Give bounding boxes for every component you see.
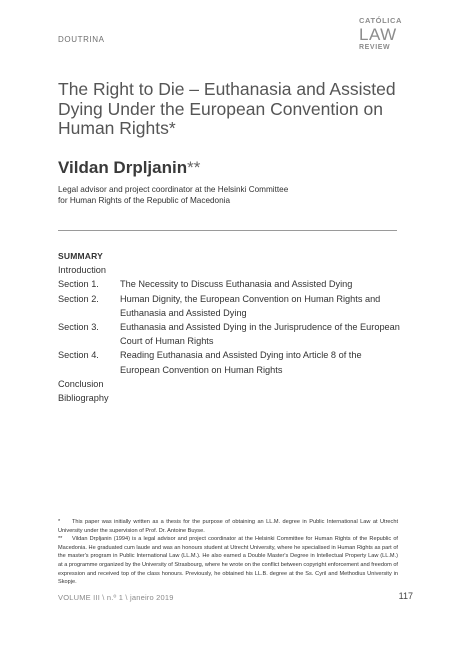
section-title: The Necessity to Discuss Euthanasia and Assisted Dying — [120, 279, 353, 290]
section-title: Human Dignity, the European Convention on Human Rights and Euthanasia and Assisted Dying — [120, 293, 381, 318]
footnote — [58, 518, 398, 535]
section-title: Reading Euthanasia and Assisted Dying into Article 8 of the European Convention on Human Rights — [120, 350, 362, 375]
article-title: The Right to Die – Euthanasia and Assisted Dying Under the European Convention on Human Rights* — [58, 79, 396, 138]
summary-item-section — [58, 348, 403, 376]
footnote-mark: * — [58, 519, 61, 525]
summary-item-bibliography: Bibliography — [58, 393, 109, 404]
logo-line-review: REVIEW — [359, 43, 391, 51]
section-title: Euthanasia and Assisted Dying in the Jurisprudence of the European Court of Human Rights — [120, 322, 400, 347]
footnotes — [58, 518, 398, 587]
footnote-text: This paper was initially written as a thesis for the purpose of obtaining an LL.M. degree in Public International Law at Utrecht University under the supervision of Prof. Dr. Antoine Buyse. — [58, 519, 398, 534]
summary-item-conclusion: Conclusion — [58, 378, 104, 389]
logo-line-catolica: CATÓLICA — [359, 16, 402, 25]
logo-line-law: LAW — [359, 24, 397, 44]
author-name: Vildan Drpljanin — [58, 158, 188, 177]
summary-block — [58, 249, 403, 405]
author-footnote-mark: ** — [187, 158, 201, 177]
divider — [58, 230, 397, 231]
journal-logo — [359, 17, 402, 51]
summary-item-section — [58, 320, 403, 348]
author-affiliation — [58, 185, 403, 206]
summary-item-section — [58, 292, 403, 320]
footnote — [58, 535, 398, 587]
summary-item-section — [58, 277, 403, 291]
affiliation-line: for Human Rights of the Republic of Macedonia — [58, 195, 231, 205]
section-number: Section 1. — [58, 279, 99, 290]
section-number: Section 3. — [58, 322, 99, 333]
summary-heading: SUMMARY — [58, 251, 103, 261]
author-line — [58, 158, 200, 178]
summary-item-introduction: Introduction — [58, 265, 107, 276]
page-number: 117 — [398, 591, 413, 601]
section-label: DOUTRINA — [58, 35, 105, 44]
affiliation-line: Legal advisor and project coordinator at the Helsinki Committee — [58, 185, 289, 194]
footnote-text: Vildan Drpljanin (1994) is a legal advisor and project coordinator at the Helsinki Committee for Human Rights of the Republic of Macedonia. He graduated cum laude and was an honours student at Utrecht University, where he specialised in Human Rights as part of the master's program in Public International Law (LL.M.). He also earned a Double Master's Degree in Intellectual Property Law (LL.M.) at a programme organized by the University of Strasbourg, where he wrote on the conflict between copyright enforcement and freedom of expression and received top of the class honours. Previously, he obtained his LL.B. degree at the Ss. Cyril and Methodius University in Skopje. — [58, 536, 398, 586]
section-number: Section 4. — [58, 350, 99, 361]
section-number: Section 2. — [58, 293, 99, 304]
footnote-mark: ** — [58, 536, 63, 543]
volume-info: VOLUME III \ n.º 1 \ janeiro 2019 — [58, 593, 174, 602]
